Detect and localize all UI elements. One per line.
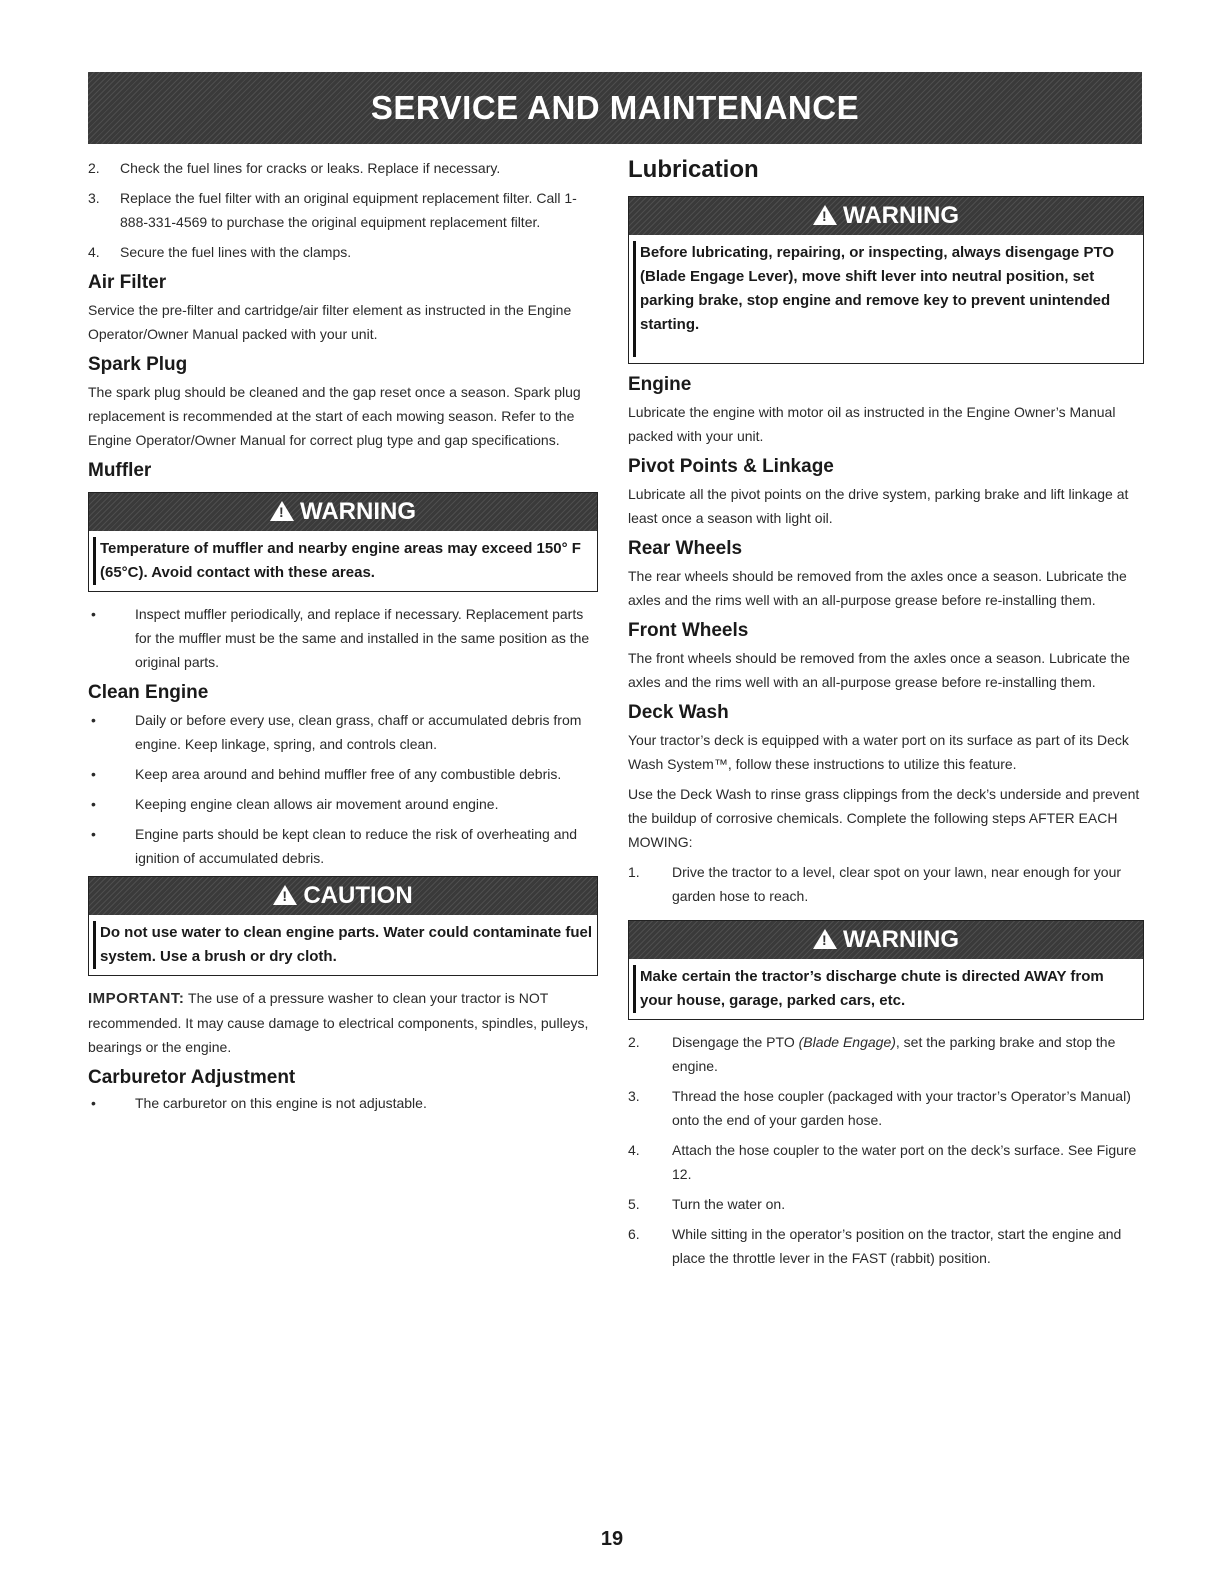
warning-text: Before lubricating, repairing, or inspecting, always disengage PTO (Blade Engage Lever), move shift lever into neutral position, set parking brake, stop engine and remove key to prevent unintended starting.: [633, 241, 1143, 357]
list-item: 2. Disengage the PTO (Blade Engage), set the parking brake and stop the engine.: [628, 1034, 1116, 1074]
list-item: 2. Check the fuel lines for cracks or leaks. Replace if necessary.: [88, 160, 501, 176]
left-column: [88, 156, 598, 1115]
deck-wash-heading: Deck Wash: [628, 702, 729, 723]
bullet-icon: •: [91, 606, 96, 622]
list-item: • Inspect muffler periodically, and replace if necessary. Replacement parts for the muffler must be the same and installed in the same position as the original parts.: [88, 602, 598, 674]
bullet-icon: •: [91, 1095, 96, 1111]
deck-wash-warning-box: [628, 920, 1144, 1020]
muffler-heading: Muffler: [88, 460, 152, 481]
list-item: • The carburetor on this engine is not adjustable.: [88, 1091, 598, 1115]
right-column: [628, 156, 1144, 1270]
warning-header: ! WARNING: [629, 197, 1143, 235]
page-number: 19: [600, 1528, 624, 1550]
lubrication-warning-box: [628, 196, 1144, 364]
list-item: • Engine parts should be kept clean to reduce the risk of overheating and ignition of accumulated debris.: [88, 822, 598, 870]
warning-icon: [813, 929, 837, 949]
important-note: IMPORTANT: The use of a pressure washer to clean your tractor is NOT recommended. It may cause damage to electrical components, spindles, pulleys, bearings or the engine.: [88, 990, 589, 1055]
lubrication-heading: Lubrication: [628, 156, 759, 183]
warning-header: ! WARNING: [89, 493, 597, 531]
warning-text: Make certain the tractor’s discharge chute is directed AWAY from your house, garage, parked cars, etc.: [633, 965, 1143, 1013]
pivot-text: Lubricate all the pivot points on the drive system, parking brake and lift linkage at least once a season with light oil.: [628, 486, 1129, 526]
air-filter-heading: Air Filter: [88, 272, 167, 293]
caution-box: [88, 876, 598, 976]
caution-header: ! CAUTION: [89, 877, 597, 915]
engine-text: Lubricate the engine with motor oil as instructed in the Engine Owner’s Manual packed with your unit.: [628, 404, 1116, 444]
page-banner: [88, 72, 1142, 144]
caution-icon: [273, 885, 297, 905]
bullet-icon: •: [91, 796, 96, 812]
list-item: 4. Secure the fuel lines with the clamps.: [88, 244, 352, 260]
spark-plug-heading: Spark Plug: [88, 354, 188, 375]
clean-engine-heading: Clean Engine: [88, 682, 209, 703]
front-wheels-heading: Front Wheels: [628, 620, 749, 641]
spark-plug-text: The spark plug should be cleaned and the gap reset once a season. Spark plug replacement is recommended at the start of each mowing season. Refer to the Engine Operator/Owner Manual for correct plug type and gap specifications.: [88, 384, 581, 448]
air-filter-text: Service the pre-filter and cartridge/air filter element as instructed in the Engine Operator/Owner Manual packed with your unit.: [88, 302, 572, 342]
rear-wheels-heading: Rear Wheels: [628, 538, 743, 559]
bullet-icon: •: [91, 766, 96, 782]
rear-wheels-text: The rear wheels should be removed from the axles once a season. Lubricate the axles and the rims well with an all-purpose grease before re-installing them.: [628, 568, 1127, 608]
list-item: 3. Replace the fuel filter with an original equipment replacement filter. Call 1-888-331-4569 to purchase the original equipment replacement filter.: [88, 190, 577, 230]
list-item: 3. Thread the hose coupler (packaged with your tractor’s Operator’s Manual) onto the end of your garden hose.: [628, 1088, 1131, 1128]
front-wheels-text: The front wheels should be removed from the axles once a season. Lubricate the axles and the rims well with an all-purpose grease before re-installing them.: [628, 650, 1130, 690]
deck-wash-text: Use the Deck Wash to rinse grass clippings from the deck’s underside and prevent the buildup of corrosive chemicals. Complete the following steps AFTER EACH MOWING:: [628, 786, 1140, 850]
engine-heading: Engine: [628, 374, 692, 395]
warning-header: ! WARNING: [629, 921, 1143, 959]
list-item: 6. While sitting in the operator’s position on the tractor, start the engine and place the throttle lever in the FAST (rabbit) position.: [628, 1226, 1122, 1266]
deck-wash-text: Your tractor’s deck is equipped with a water port on its surface as part of its Deck Wash System™, follow these instructions to utilize this feature.: [628, 732, 1129, 772]
muffler-warning-box: [88, 492, 598, 592]
warning-icon: [270, 501, 294, 521]
list-item: 1. Drive the tractor to a level, clear spot on your lawn, near enough for your garden hose to reach.: [628, 864, 1122, 904]
carburetor-heading: Carburetor Adjustment: [88, 1067, 296, 1088]
caution-text: Do not use water to clean engine parts. Water could contaminate fuel system. Use a brush or dry cloth.: [93, 921, 597, 969]
list-item: 4. Attach the hose coupler to the water port on the deck’s surface. See Figure 12.: [628, 1142, 1137, 1182]
list-item: • Keeping engine clean allows air movement around engine.: [88, 792, 598, 816]
list-item: • Keep area around and behind muffler free of any combustible debris.: [88, 762, 598, 786]
page-title: SERVICE AND MAINTENANCE: [370, 89, 860, 126]
pivot-heading: Pivot Points & Linkage: [628, 456, 834, 477]
bullet-icon: •: [91, 712, 96, 728]
bullet-icon: •: [91, 826, 96, 842]
warning-text: Temperature of muffler and nearby engine areas may exceed 150° F (65°C). Avoid contact with these areas.: [93, 537, 597, 585]
list-item: • Daily or before every use, clean grass, chaff or accumulated debris from engine. Keep linkage, spring, and controls clean.: [88, 708, 598, 756]
list-item: 5. Turn the water on.: [628, 1196, 786, 1212]
warning-icon: [813, 205, 837, 225]
